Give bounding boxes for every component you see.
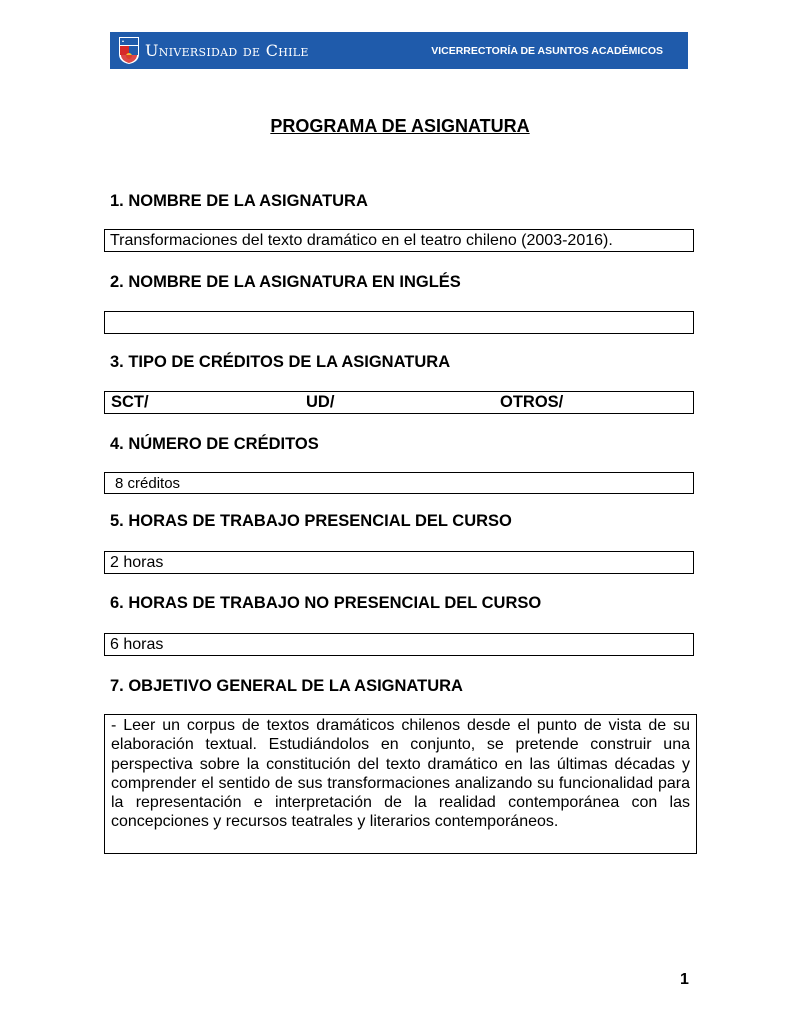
university-seal-icon — [118, 36, 140, 65]
department-name: VICERRECTORÍA DE ASUNTOS ACADÉMICOS — [431, 45, 663, 57]
section-3-heading: 3. TIPO DE CRÉDITOS DE LA ASIGNATURA — [110, 353, 451, 371]
credits-number-field: 8 créditos — [104, 472, 694, 494]
section-7-heading: 7. OBJETIVO GENERAL DE LA ASIGNATURA — [110, 677, 463, 695]
header-banner — [110, 32, 688, 69]
credit-types-field — [104, 391, 694, 414]
credit-type-ud: UD/ — [306, 393, 335, 411]
course-name-field: Transformaciones del texto dramático en el teatro chileno (2003-2016). — [104, 229, 694, 252]
non-presential-hours-field: 6 horas — [104, 633, 694, 656]
page-number: 1 — [680, 971, 689, 988]
section-4-heading: 4. NÚMERO DE CRÉDITOS — [110, 435, 319, 453]
university-name: Universidad de Chile — [145, 41, 309, 60]
general-objective-field: - Leer un corpus de textos dramáticos chilenos desde el punto de vista de su elaboración textual. Estudiándolos en conjunto, se pretende construir una perspectiva sobre la constitución del texto dramático en las últimas décadas y comprender el sentido de sus transformaciones analizando su funcionalidad para la representación e interpretación de la realidad contemporánea con las concepciones y recursos teatrales y literarios contemporáneos. — [104, 714, 697, 854]
credit-type-sct: SCT/ — [111, 393, 149, 411]
section-6-heading: 6. HORAS DE TRABAJO NO PRESENCIAL DEL CURSO — [110, 594, 542, 612]
section-1-heading: 1. NOMBRE DE LA ASIGNATURA — [110, 192, 368, 210]
credit-type-otros: OTROS/ — [500, 393, 564, 411]
document-title: PROGRAMA DE ASIGNATURA — [270, 116, 530, 136]
section-5-heading: 5. HORAS DE TRABAJO PRESENCIAL DEL CURSO — [110, 512, 512, 530]
course-name-english-field — [104, 311, 694, 334]
presential-hours-field: 2 horas — [104, 551, 694, 574]
section-2-heading: 2. NOMBRE DE LA ASIGNATURA EN INGLÉS — [110, 273, 461, 291]
